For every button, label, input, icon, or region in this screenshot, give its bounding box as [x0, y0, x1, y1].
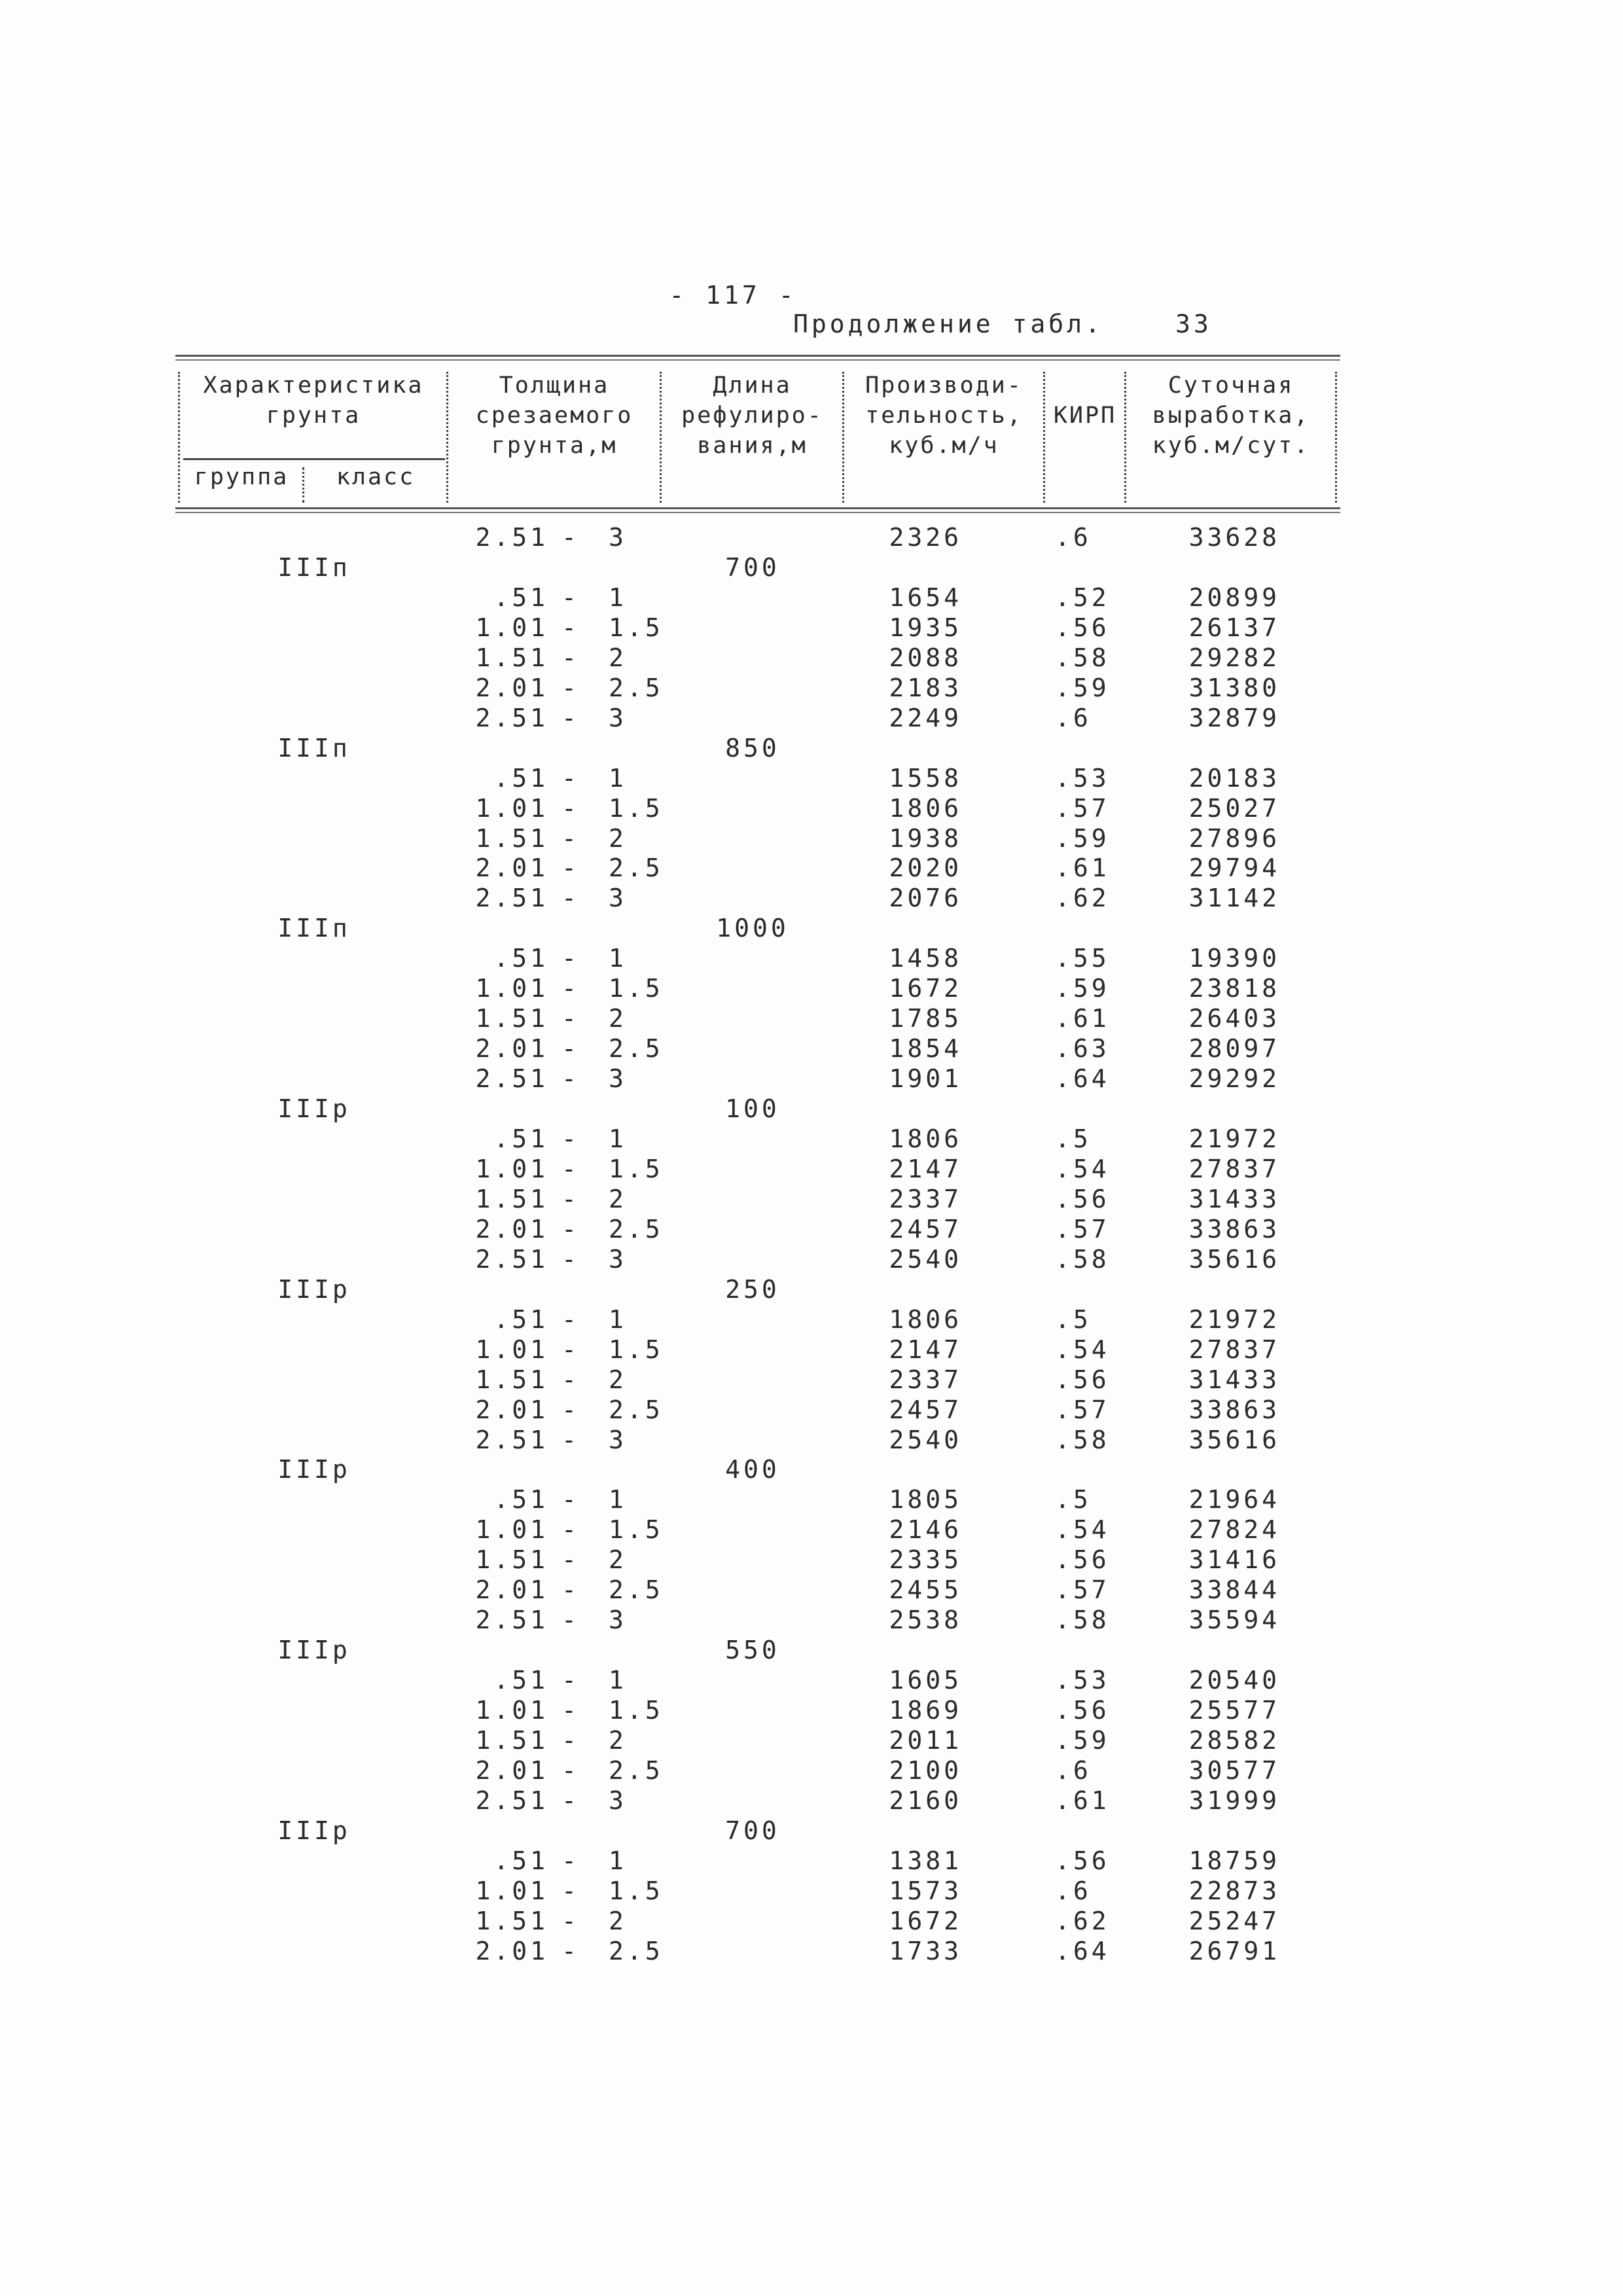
row-daily-output: 33863	[1188, 1395, 1280, 1424]
row-daily-output: 27837	[1188, 1155, 1280, 1183]
row-thickness-to: 2	[609, 1726, 627, 1755]
row-productivity: 2147	[889, 1335, 962, 1364]
row-thickness-to: 1	[609, 1846, 627, 1875]
row-productivity: 1935	[889, 613, 962, 642]
row-thickness-dash: -	[562, 523, 580, 552]
row-daily-output: 26137	[1188, 613, 1280, 642]
row-thickness-dash: -	[562, 1305, 580, 1334]
row-daily-output: 33628	[1188, 523, 1280, 552]
row-thickness-to: 2.5	[609, 1575, 664, 1604]
row-thickness-to: 3	[609, 1426, 627, 1454]
row-thickness-dash: -	[562, 1937, 580, 1965]
row-productivity: 1654	[889, 583, 962, 612]
row-thickness-to: 3	[609, 884, 627, 912]
row-kirp: .6	[1055, 523, 1092, 552]
row-productivity: 1785	[889, 1004, 962, 1033]
row-kirp: .5	[1055, 1124, 1092, 1153]
col-sep-0	[178, 372, 180, 503]
row-thickness-to: 3	[609, 1605, 627, 1634]
row-kirp: .56	[1055, 1365, 1110, 1394]
header-daily-line3: куб.м/сут.	[1152, 433, 1310, 459]
row-kirp: .59	[1055, 1726, 1110, 1755]
row-daily-output: 31433	[1188, 1185, 1280, 1213]
row-thickness-dash: -	[562, 1124, 580, 1153]
row-productivity: 2076	[889, 884, 962, 912]
row-thickness-from: 1.01	[475, 613, 548, 642]
row-length: 550	[725, 1636, 780, 1664]
row-length: 850	[725, 734, 780, 762]
row-thickness-from: .51	[493, 1124, 548, 1153]
row-productivity: 1938	[889, 824, 962, 853]
row-thickness-to: 1	[609, 1124, 627, 1153]
row-soil-class: IIIр	[277, 1636, 351, 1664]
row-thickness-to: 1.5	[609, 794, 664, 823]
row-thickness-from: 1.01	[475, 1515, 548, 1544]
row-productivity: 2337	[889, 1185, 962, 1213]
row-thickness-to: 1	[609, 1485, 627, 1514]
row-thickness-from: .51	[493, 1485, 548, 1514]
row-productivity: 2457	[889, 1395, 962, 1424]
row-thickness-to: 3	[609, 523, 627, 552]
row-thickness-from: 1.01	[475, 1876, 548, 1905]
row-productivity: 2335	[889, 1545, 962, 1574]
row-kirp: .6	[1055, 704, 1092, 732]
row-kirp: .56	[1055, 613, 1110, 642]
row-thickness-dash: -	[562, 1185, 580, 1213]
row-productivity: 1854	[889, 1034, 962, 1063]
row-thickness-dash: -	[562, 583, 580, 612]
row-thickness-from: 2.51	[475, 884, 548, 912]
row-thickness-from: .51	[493, 1846, 548, 1875]
row-kirp: .5	[1055, 1485, 1092, 1514]
row-thickness-dash: -	[562, 613, 580, 642]
row-thickness-to: 1.5	[609, 1335, 664, 1364]
row-thickness-from: 1.51	[475, 1907, 548, 1935]
row-daily-output: 28582	[1188, 1726, 1280, 1755]
row-thickness-to: 1.5	[609, 1696, 664, 1725]
row-productivity: 1605	[889, 1666, 962, 1695]
continuation-label	[793, 309, 1212, 339]
header-productivity-line3: куб.м/ч	[889, 433, 999, 459]
row-thickness-from: 2.51	[475, 1426, 548, 1454]
col-sep-group-class	[302, 467, 304, 503]
row-thickness-to: 1	[609, 1305, 627, 1334]
row-thickness-from: 1.51	[475, 1726, 548, 1755]
row-thickness-from: 2.51	[475, 1245, 548, 1274]
row-kirp: .61	[1055, 1786, 1110, 1815]
row-kirp: .6	[1055, 1876, 1092, 1905]
table-number: 33	[1175, 310, 1212, 338]
row-productivity: 2457	[889, 1215, 962, 1244]
row-thickness-to: 3	[609, 1786, 627, 1815]
row-length: 700	[725, 1816, 780, 1845]
row-thickness-from: 2.51	[475, 1605, 548, 1634]
row-thickness-from: 2.51	[475, 1786, 548, 1815]
row-thickness-to: 2	[609, 1907, 627, 1935]
row-thickness-to: 2	[609, 1545, 627, 1574]
row-kirp: .59	[1055, 824, 1110, 853]
row-daily-output: 27896	[1188, 824, 1280, 853]
row-productivity: 1869	[889, 1696, 962, 1725]
row-daily-output: 25577	[1188, 1696, 1280, 1725]
row-daily-output: 31999	[1188, 1786, 1280, 1815]
row-thickness-dash: -	[562, 1907, 580, 1935]
row-daily-output: 35616	[1188, 1426, 1280, 1454]
row-productivity: 1733	[889, 1937, 962, 1965]
row-productivity: 1806	[889, 1305, 962, 1334]
row-daily-output: 29282	[1188, 643, 1280, 672]
page-number: - 117 -	[669, 281, 797, 310]
row-soil-class: IIIр	[277, 1816, 351, 1845]
row-thickness-to: 1	[609, 1666, 627, 1695]
header-bottom-rule-2	[175, 512, 1340, 513]
row-daily-output: 29292	[1188, 1064, 1280, 1093]
row-length: 1000	[716, 914, 789, 942]
row-daily-output: 25027	[1188, 794, 1280, 823]
row-thickness-dash: -	[562, 794, 580, 823]
row-thickness-from: .51	[493, 1666, 548, 1695]
row-kirp: .62	[1055, 1907, 1110, 1935]
row-kirp: .57	[1055, 1215, 1110, 1244]
row-thickness-dash: -	[562, 944, 580, 973]
header-length-line2: рефулиро-	[681, 403, 823, 429]
row-thickness-to: 1	[609, 764, 627, 793]
header-productivity-line2: тельность,	[865, 403, 1023, 429]
row-thickness-to: 3	[609, 704, 627, 732]
row-kirp: .64	[1055, 1064, 1110, 1093]
row-productivity: 2538	[889, 1605, 962, 1634]
row-thickness-dash: -	[562, 1004, 580, 1033]
header-thickness-line2: срезаемого	[475, 403, 633, 429]
row-kirp: .58	[1055, 1245, 1110, 1274]
header-soil-line1: Характеристика	[203, 372, 424, 399]
row-thickness-to: 1.5	[609, 613, 664, 642]
row-thickness-to: 2.5	[609, 673, 664, 702]
header-length-line1: Длина	[713, 372, 792, 399]
row-thickness-from: 2.01	[475, 1756, 548, 1785]
col-sep-4	[1043, 372, 1045, 503]
row-kirp: .58	[1055, 643, 1110, 672]
row-productivity: 2249	[889, 704, 962, 732]
row-thickness-dash: -	[562, 1696, 580, 1725]
row-thickness-dash: -	[562, 1545, 580, 1574]
row-kirp: .56	[1055, 1185, 1110, 1213]
row-daily-output: 35594	[1188, 1605, 1280, 1634]
row-thickness-from: 2.01	[475, 1215, 548, 1244]
row-thickness-to: 2.5	[609, 853, 664, 882]
row-thickness-from: 1.51	[475, 1004, 548, 1033]
row-kirp: .61	[1055, 1004, 1110, 1033]
row-kirp: .53	[1055, 1666, 1110, 1695]
header-top-rule	[175, 355, 1340, 357]
row-thickness-to: 2.5	[609, 1756, 664, 1785]
row-thickness-dash: -	[562, 673, 580, 702]
row-thickness-to: 2	[609, 824, 627, 853]
row-soil-class: IIIп	[277, 914, 351, 942]
row-thickness-dash: -	[562, 1426, 580, 1454]
row-thickness-dash: -	[562, 643, 580, 672]
row-daily-output: 21964	[1188, 1485, 1280, 1514]
row-thickness-dash: -	[562, 1335, 580, 1364]
row-thickness-dash: -	[562, 704, 580, 732]
row-thickness-from: 1.51	[475, 1185, 548, 1213]
row-daily-output: 29794	[1188, 853, 1280, 882]
row-thickness-from: .51	[493, 1305, 548, 1334]
row-thickness-to: 2.5	[609, 1395, 664, 1424]
row-thickness-dash: -	[562, 1575, 580, 1604]
row-soil-class: IIIр	[277, 1094, 351, 1123]
row-kirp: .59	[1055, 673, 1110, 702]
row-productivity: 2011	[889, 1726, 962, 1755]
header-kirp: КИРП	[1053, 403, 1117, 429]
row-productivity: 2183	[889, 673, 962, 702]
row-daily-output: 35616	[1188, 1245, 1280, 1274]
row-thickness-to: 2	[609, 1365, 627, 1394]
row-daily-output: 32879	[1188, 704, 1280, 732]
row-thickness-dash: -	[562, 1786, 580, 1815]
row-daily-output: 22873	[1188, 1876, 1280, 1905]
row-productivity: 1672	[889, 1907, 962, 1935]
row-kirp: .64	[1055, 1937, 1110, 1965]
row-thickness-to: 2.5	[609, 1215, 664, 1244]
row-productivity: 2337	[889, 1365, 962, 1394]
row-productivity: 2147	[889, 1155, 962, 1183]
row-daily-output: 27824	[1188, 1515, 1280, 1544]
row-kirp: .6	[1055, 1756, 1092, 1785]
row-daily-output: 21972	[1188, 1305, 1280, 1334]
row-productivity: 1558	[889, 764, 962, 793]
header-productivity-line1: Производи-	[865, 372, 1023, 399]
row-daily-output: 28097	[1188, 1034, 1280, 1063]
row-thickness-dash: -	[562, 824, 580, 853]
row-length: 400	[725, 1455, 780, 1484]
row-thickness-from: 1.51	[475, 643, 548, 672]
row-daily-output: 26791	[1188, 1937, 1280, 1965]
row-soil-class: IIIр	[277, 1455, 351, 1484]
row-productivity: 1806	[889, 794, 962, 823]
header-length-line3: вания,м	[697, 433, 808, 459]
row-thickness-from: 2.01	[475, 673, 548, 702]
row-thickness-from: 1.01	[475, 974, 548, 1003]
row-thickness-to: 2	[609, 643, 627, 672]
header-thickness-line1: Толщина	[499, 372, 610, 399]
row-daily-output: 31416	[1188, 1545, 1280, 1574]
row-thickness-to: 2	[609, 1185, 627, 1213]
row-productivity: 2100	[889, 1756, 962, 1785]
row-thickness-from: 2.51	[475, 523, 548, 552]
row-thickness-from: .51	[493, 583, 548, 612]
row-daily-output: 20540	[1188, 1666, 1280, 1695]
row-productivity: 2146	[889, 1515, 962, 1544]
row-productivity: 2088	[889, 643, 962, 672]
row-daily-output: 20899	[1188, 583, 1280, 612]
row-thickness-from: 1.01	[475, 1335, 548, 1364]
row-thickness-dash: -	[562, 1666, 580, 1695]
row-daily-output: 25247	[1188, 1907, 1280, 1935]
row-productivity: 2455	[889, 1575, 962, 1604]
row-thickness-to: 1	[609, 583, 627, 612]
row-productivity: 1805	[889, 1485, 962, 1514]
row-productivity: 2540	[889, 1245, 962, 1274]
row-thickness-dash: -	[562, 1064, 580, 1093]
row-thickness-dash: -	[562, 1365, 580, 1394]
row-daily-output: 31380	[1188, 673, 1280, 702]
row-kirp: .61	[1055, 853, 1110, 882]
row-kirp: .54	[1055, 1515, 1110, 1544]
row-thickness-dash: -	[562, 1245, 580, 1274]
col-sep-2	[660, 372, 662, 503]
header-soil-group: группа	[194, 464, 289, 490]
row-productivity: 1806	[889, 1124, 962, 1153]
row-thickness-dash: -	[562, 1876, 580, 1905]
row-thickness-dash: -	[562, 974, 580, 1003]
row-kirp: .57	[1055, 794, 1110, 823]
row-thickness-dash: -	[562, 1605, 580, 1634]
row-soil-class: IIIп	[277, 553, 351, 582]
row-thickness-from: 2.01	[475, 1575, 548, 1604]
row-kirp: .52	[1055, 583, 1110, 612]
header-daily-line1: Суточная	[1168, 372, 1294, 399]
header-top-rule-2	[175, 359, 1340, 361]
row-productivity: 1458	[889, 944, 962, 973]
header-soil-line2: грунта	[266, 403, 361, 429]
row-kirp: .54	[1055, 1155, 1110, 1183]
row-thickness-dash: -	[562, 1515, 580, 1544]
row-thickness-to: 3	[609, 1245, 627, 1274]
row-thickness-from: 2.01	[475, 853, 548, 882]
row-length: 100	[725, 1094, 780, 1123]
row-kirp: .55	[1055, 944, 1110, 973]
row-thickness-from: 2.01	[475, 1395, 548, 1424]
row-thickness-from: 2.51	[475, 1064, 548, 1093]
row-thickness-from: .51	[493, 944, 548, 973]
row-daily-output: 18759	[1188, 1846, 1280, 1875]
row-productivity: 2160	[889, 1786, 962, 1815]
row-thickness-dash: -	[562, 884, 580, 912]
row-thickness-to: 1.5	[609, 974, 664, 1003]
row-daily-output: 27837	[1188, 1335, 1280, 1364]
row-soil-class: IIIп	[277, 734, 351, 762]
row-soil-class: IIIр	[277, 1275, 351, 1304]
row-length: 250	[725, 1275, 780, 1304]
col-sep-3	[842, 372, 844, 503]
row-daily-output: 33863	[1188, 1215, 1280, 1244]
row-thickness-dash: -	[562, 1215, 580, 1244]
row-kirp: .58	[1055, 1605, 1110, 1634]
row-productivity: 1672	[889, 974, 962, 1003]
row-thickness-from: 1.51	[475, 1365, 548, 1394]
row-thickness-to: 1	[609, 944, 627, 973]
row-thickness-dash: -	[562, 1155, 580, 1183]
row-thickness-dash: -	[562, 853, 580, 882]
row-daily-output: 23818	[1188, 974, 1280, 1003]
header-bottom-rule	[175, 507, 1340, 509]
continuation-text: Продолжение табл.	[793, 310, 1103, 338]
row-thickness-from: 1.01	[475, 1696, 548, 1725]
row-kirp: .63	[1055, 1034, 1110, 1063]
row-thickness-from: 1.51	[475, 824, 548, 853]
row-kirp: .62	[1055, 884, 1110, 912]
row-thickness-from: 2.01	[475, 1034, 548, 1063]
header-daily-line2: выработка,	[1152, 403, 1310, 429]
row-thickness-from: 1.51	[475, 1545, 548, 1574]
row-productivity: 1901	[889, 1064, 962, 1093]
row-thickness-to: 2	[609, 1004, 627, 1033]
row-thickness-from: 2.01	[475, 1937, 548, 1965]
row-productivity: 1573	[889, 1876, 962, 1905]
row-thickness-from: 1.01	[475, 794, 548, 823]
row-thickness-from: 1.01	[475, 1155, 548, 1183]
row-kirp: .54	[1055, 1335, 1110, 1364]
row-thickness-to: 2.5	[609, 1034, 664, 1063]
row-daily-output: 31433	[1188, 1365, 1280, 1394]
row-daily-output: 26403	[1188, 1004, 1280, 1033]
row-thickness-to: 1.5	[609, 1155, 664, 1183]
row-kirp: .56	[1055, 1545, 1110, 1574]
col-sep-6	[1335, 372, 1337, 503]
row-thickness-dash: -	[562, 764, 580, 793]
row-daily-output: 31142	[1188, 884, 1280, 912]
row-thickness-dash: -	[562, 1726, 580, 1755]
row-length: 700	[725, 553, 780, 582]
row-productivity: 2326	[889, 523, 962, 552]
col-sep-1	[446, 372, 448, 503]
row-daily-output: 30577	[1188, 1756, 1280, 1785]
row-kirp: .56	[1055, 1846, 1110, 1875]
col-sep-5	[1124, 372, 1126, 503]
row-kirp: .5	[1055, 1305, 1092, 1334]
row-thickness-to: 1.5	[609, 1515, 664, 1544]
header-thickness-line3: грунта,м	[491, 433, 618, 459]
row-productivity: 2020	[889, 853, 962, 882]
row-daily-output: 21972	[1188, 1124, 1280, 1153]
row-kirp: .59	[1055, 974, 1110, 1003]
row-kirp: .57	[1055, 1575, 1110, 1604]
row-kirp: .57	[1055, 1395, 1110, 1424]
row-productivity: 1381	[889, 1846, 962, 1875]
row-productivity: 2540	[889, 1426, 962, 1454]
row-thickness-to: 1.5	[609, 1876, 664, 1905]
row-daily-output: 19390	[1188, 944, 1280, 973]
row-thickness-from: 2.51	[475, 704, 548, 732]
row-kirp: .58	[1055, 1426, 1110, 1454]
row-daily-output: 20183	[1188, 764, 1280, 793]
row-daily-output: 33844	[1188, 1575, 1280, 1604]
row-thickness-from: .51	[493, 764, 548, 793]
header-soil-class: класс	[336, 464, 416, 490]
row-kirp: .56	[1055, 1696, 1110, 1725]
row-kirp: .53	[1055, 764, 1110, 793]
row-thickness-dash: -	[562, 1756, 580, 1785]
row-thickness-to: 3	[609, 1064, 627, 1093]
row-thickness-dash: -	[562, 1485, 580, 1514]
row-thickness-dash: -	[562, 1395, 580, 1424]
row-thickness-dash: -	[562, 1034, 580, 1063]
row-thickness-to: 2.5	[609, 1937, 664, 1965]
soil-subheader-rule	[183, 458, 445, 460]
row-thickness-dash: -	[562, 1846, 580, 1875]
